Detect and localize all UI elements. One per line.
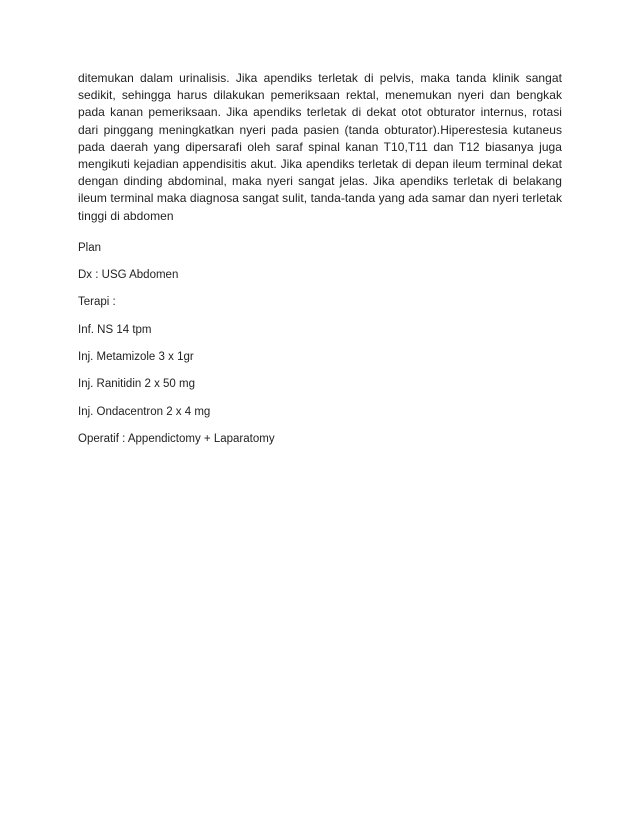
therapy-item: Inj. Ondacentron 2 x 4 mg [78,405,211,418]
therapy-heading: Terapi : [78,296,116,309]
operative-line: Operatif : Appendictomy + Laparatomy [78,432,275,445]
body-paragraph: ditemukan dalam urinalisis. Jika apendiks terletak di pelvis, maka tanda klinik sangat sedikit, sehingga harus dilakukan pemeriksaan rektal, menemukan nyeri dan bengkak pada kanan pemeriksaan. Jika apendiks terletak di dekat otot obturator internus, rotasi dari pinggang meningkatkan nyeri pada pasien (tanda obturator).Hiperestesia kutaneus pada daerah yang dipersarafi oleh saraf spinal kanan T10,T11 dan T12 biasanya juga mengikuti kejadian appendisitis akut. Jika apendiks terletak di depan ileum terminal dekat dengan dinding abdominal, maka nyeri sangat jelas. Jika apendiks terletak di belakang ileum terminal maka diagnosa sangat sulit, tanda-tanda yang ada samar dan nyeri terletak tinggi di abdomen [78,71,562,223]
document-content [78,70,562,446]
plan-section [78,241,562,446]
therapy-item: Inf. NS 14 tpm [78,323,152,336]
plan-heading: Plan [78,241,102,254]
therapy-item: Inj. Ranitidin 2 x 50 mg [78,378,195,391]
therapy-item: Inj. Metamizole 3 x 1gr [78,351,194,364]
diagnostic-line: Dx : USG Abdomen [78,269,179,282]
